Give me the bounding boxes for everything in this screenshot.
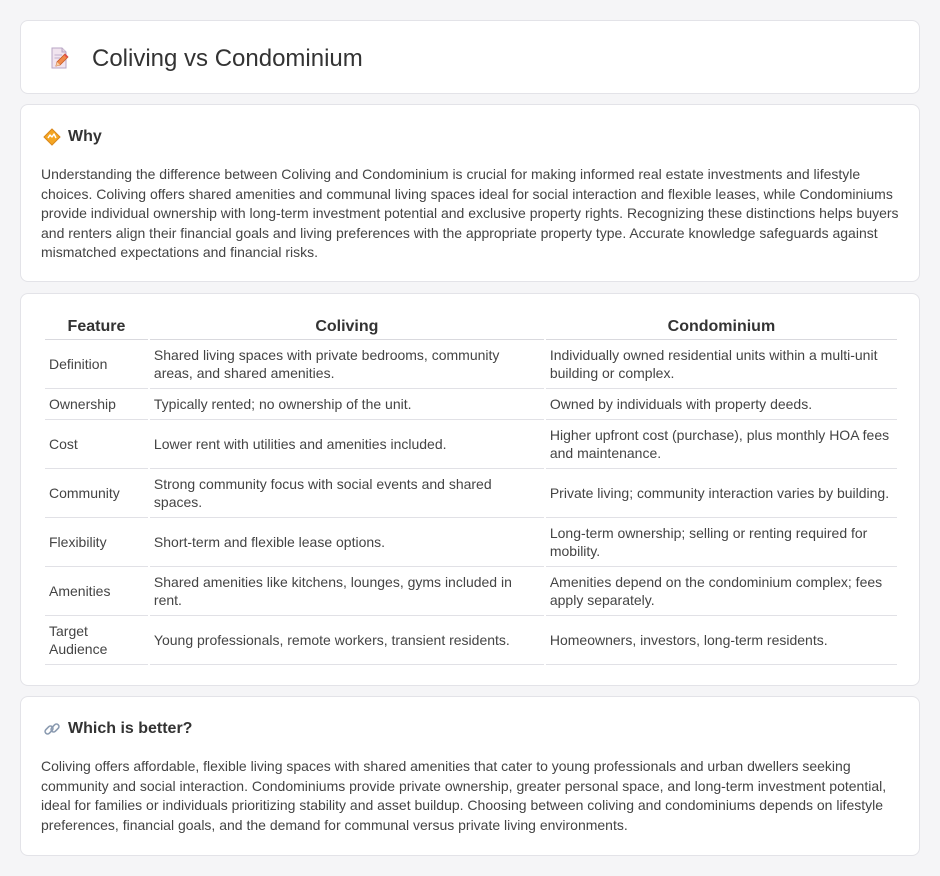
which-is-better-section [20,696,920,856]
condominium-cell: Private living; community interaction varies by building. [546,469,897,518]
feature-cell: Ownership [45,389,148,420]
condominium-cell: Higher upfront cost (purchase), plus monthly HOA fees and maintenance. [546,420,897,469]
table-row [45,567,897,616]
header-feature: Feature [45,315,148,340]
header-card [20,20,920,94]
table-row [45,420,897,469]
condominium-cell: Long-term ownership; selling or renting required for mobility. [546,518,897,567]
warning-diamond-icon [43,128,61,146]
coliving-cell: Shared amenities like kitchens, lounges, gyms included in rent. [150,567,544,616]
better-heading [43,718,192,740]
condominium-cell: Homeowners, investors, long-term residents. [546,616,897,665]
condominium-cell: Individually owned residential units within a multi-unit building or complex. [546,340,897,389]
feature-cell: Community [45,469,148,518]
feature-cell: Amenities [45,567,148,616]
condominium-cell: Amenities depend on the condominium complex; fees apply separately. [546,567,897,616]
table-row [45,518,897,567]
better-text: Coliving offers affordable, flexible living spaces with shared amenities that cater to young professionals and urban dwellers seeking community and social interaction. Condominiums provide private ownership, greater personal space, and long-term investment potential, ideal for families or individuals prioritizing stability and asset buildup. Choosing between coliving and condominiums depends on lifestyle preferences, financial goals, and the demand for communal versus private living environments. [41,758,887,833]
feature-cell: Cost [45,420,148,469]
feature-cell: Flexibility [45,518,148,567]
page-title: Coliving vs Condominium [92,45,363,72]
comparison-table [43,315,899,665]
table-row [45,616,897,665]
condominium-cell: Owned by individuals with property deeds. [546,389,897,420]
why-text: Understanding the difference between Coliving and Condominium is crucial for making informed real estate investments and lifestyle choices. Coliving offers shared amenities and communal living spaces ideal for social interaction and flexible leases, while Condominiums provide individual ownership with long-term investment potential and exclusive property rights. Recognizing these distinctions helps buyers and renters align their financial goals and living preferences with the appropriate property type. Accurate knowledge safeguards against mismatched expectations and financial risks. [41,166,899,260]
feature-cell: Definition [45,340,148,389]
table-header-row [45,315,897,340]
document-pencil-icon [47,46,71,70]
link-icon [43,720,61,738]
coliving-cell: Lower rent with utilities and amenities included. [150,420,544,469]
why-section [20,104,920,282]
coliving-cell: Young professionals, remote workers, transient residents. [150,616,544,665]
coliving-cell: Typically rented; no ownership of the unit. [150,389,544,420]
header-coliving: Coliving [150,315,544,340]
feature-cell: Target Audience [45,616,148,665]
coliving-cell: Shared living spaces with private bedrooms, community areas, and shared amenities. [150,340,544,389]
why-heading [43,126,102,148]
table-row [45,340,897,389]
coliving-cell: Strong community focus with social events and shared spaces. [150,469,544,518]
why-heading-label: Why [68,128,102,145]
better-heading-label: Which is better? [68,720,193,737]
comparison-table-card [20,293,920,686]
coliving-cell: Short-term and flexible lease options. [150,518,544,567]
table-row [45,469,897,518]
table-row [45,389,897,420]
header-condominium: Condominium [546,315,897,340]
